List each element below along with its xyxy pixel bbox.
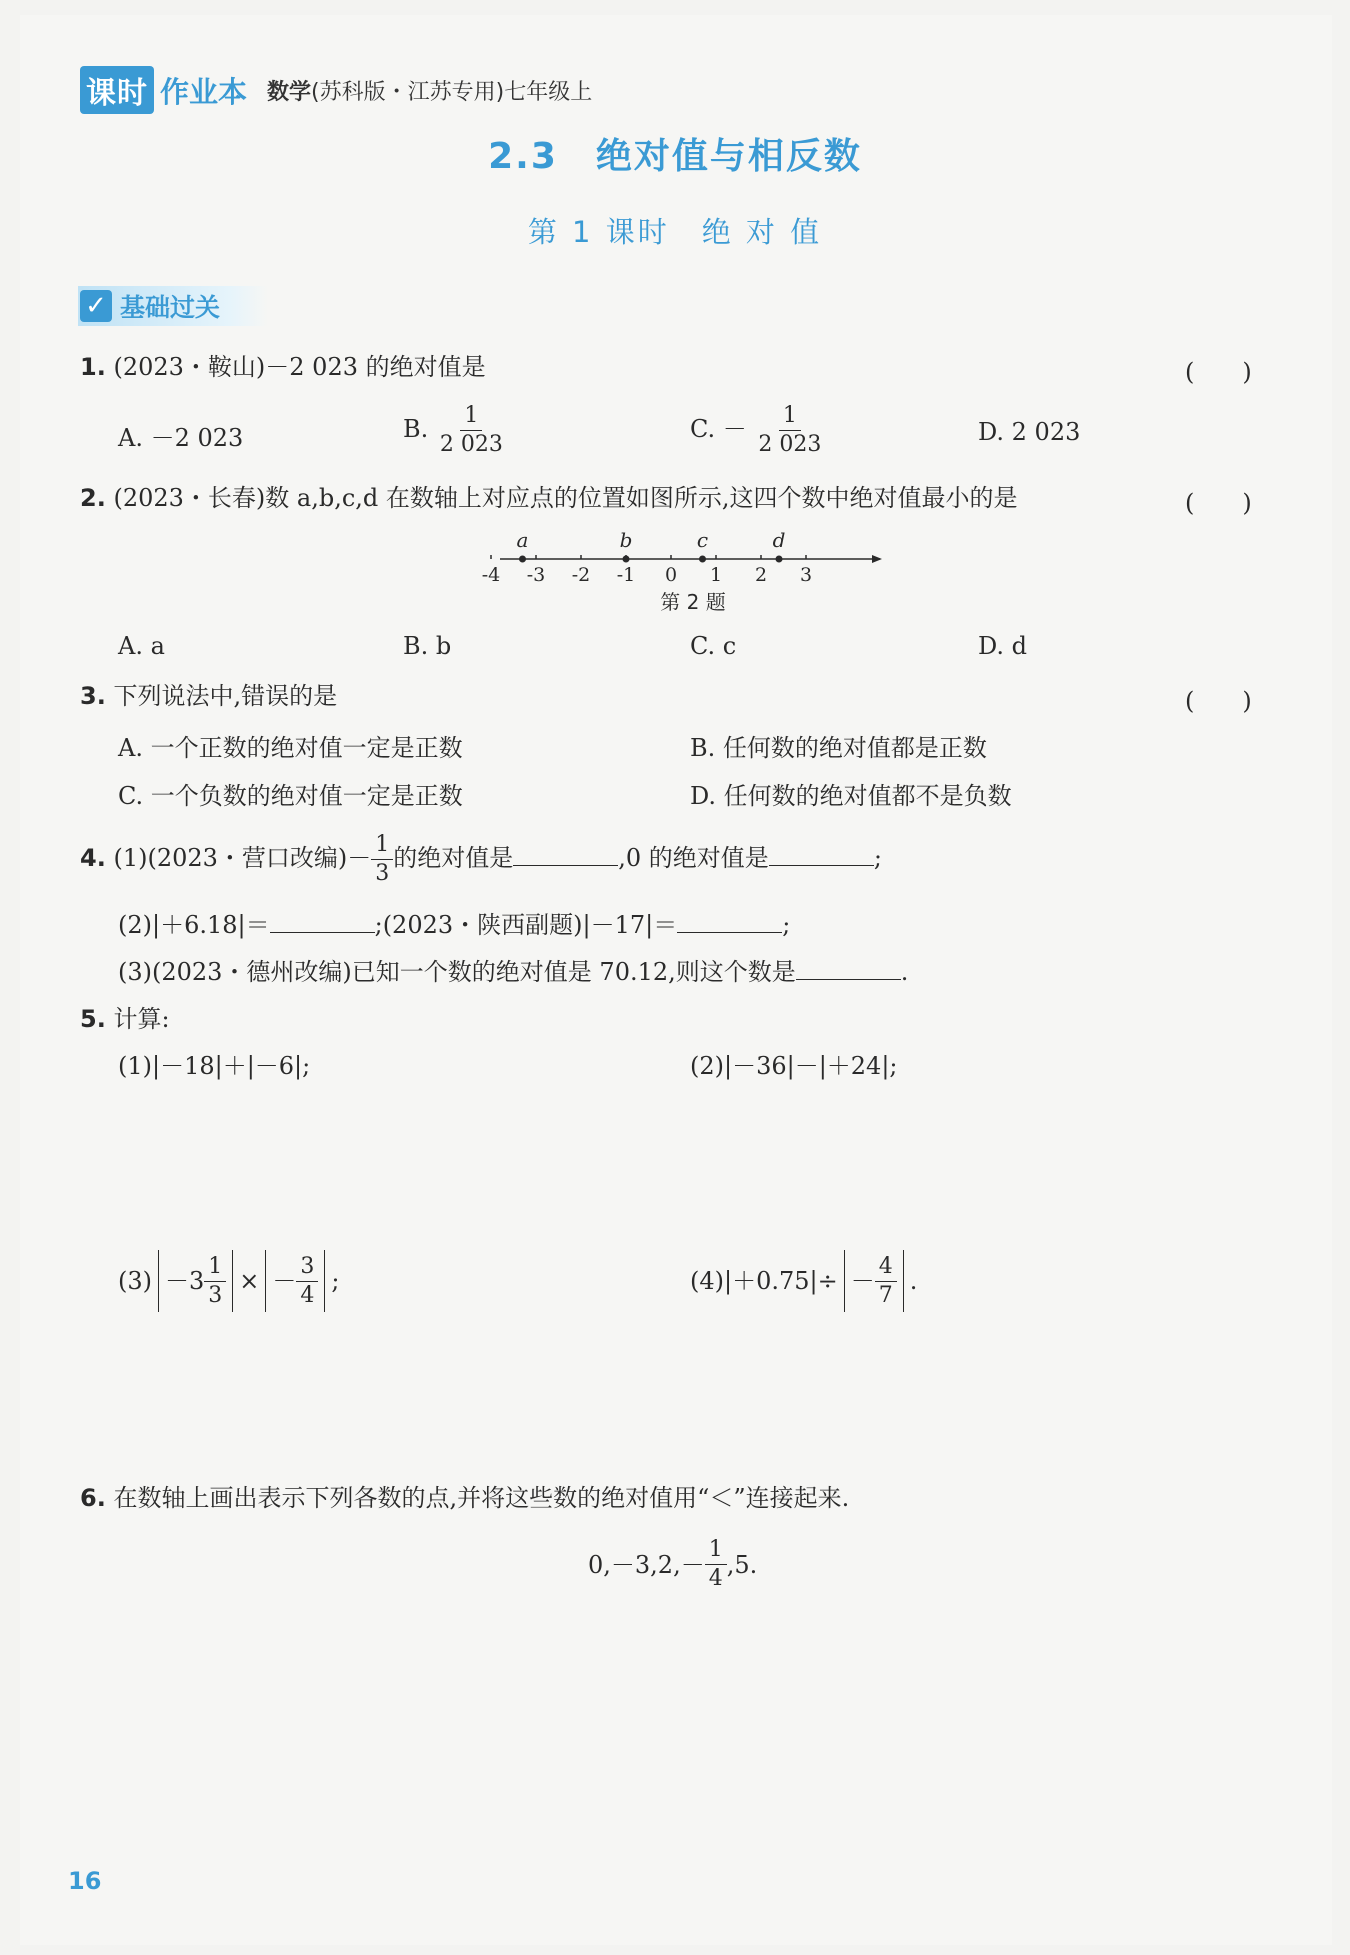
tick-label: -2 <box>571 564 591 586</box>
answer-blank[interactable] <box>796 955 901 980</box>
page-number: 16 <box>68 1867 102 1895</box>
list-text: 0,－3,2,－ <box>588 1550 705 1579</box>
checkbox-icon: ✓ <box>80 290 112 322</box>
tick-label: 2 <box>754 564 768 586</box>
question-number: 4. <box>80 844 106 872</box>
answer-paren[interactable]: ( ) <box>1185 358 1252 386</box>
tick-label: 0 <box>664 564 678 586</box>
point-c <box>699 556 706 563</box>
question-5-part-4 <box>690 1250 917 1312</box>
fraction <box>705 1536 727 1593</box>
part-label: (3) <box>118 1267 152 1295</box>
question-5-part-1: (1)|－18|＋|－6|; <box>118 1052 311 1080</box>
option-d: D. 任何数的绝对值都不是负数 <box>690 782 1012 810</box>
option-b <box>403 402 507 459</box>
question-number: 2. <box>80 484 106 512</box>
denominator: 4 <box>708 1566 723 1591</box>
book-edition: (苏科版・江苏专用)七年级上 <box>311 79 593 105</box>
fraction <box>204 1253 226 1310</box>
abs-bar <box>324 1250 325 1312</box>
option-c <box>690 402 825 459</box>
option-a: A. a <box>118 632 165 660</box>
question-3 <box>80 681 337 711</box>
option-label: C. － <box>690 415 747 443</box>
numerator: 1 <box>779 402 801 431</box>
brand-title: 作业本 <box>160 74 248 109</box>
numerator: 1 <box>371 831 393 860</box>
end-mark: . <box>909 1267 918 1295</box>
tick-label: 1 <box>709 564 723 586</box>
minus-sign: － <box>272 1267 297 1295</box>
lesson-title: 2.3 绝对值与相反数 <box>488 136 862 177</box>
question-text: (2023・长春)数 a,b,c,d 在数轴上对应点的位置如图所示,这四个数中绝对值最小的是 <box>113 484 1018 512</box>
fraction <box>436 402 507 459</box>
tick-label: -4 <box>481 564 501 586</box>
question-1 <box>80 352 486 382</box>
question-text: . <box>900 958 909 986</box>
question-5 <box>80 1004 170 1034</box>
question-number: 6. <box>80 1484 106 1512</box>
book-header <box>80 66 592 114</box>
answer-paren[interactable]: ( ) <box>1185 489 1252 517</box>
abs-bar <box>265 1250 266 1312</box>
section-label: 基础过关 <box>120 293 221 322</box>
point-label: a <box>516 528 529 552</box>
times-sign: × <box>239 1267 260 1295</box>
question-text: (3)(2023・德州改编)已知一个数的绝对值是 70.12,则这个数是 <box>118 958 796 986</box>
option-label: B. <box>403 415 429 443</box>
question-4-part-2 <box>118 908 790 940</box>
end-mark: ; <box>331 1267 340 1295</box>
lesson-subtitle: 第 1 课时 绝 对 值 <box>527 215 823 249</box>
option-b: B. b <box>403 632 452 660</box>
question-5-part-2: (2)|－36|－|＋24|; <box>690 1052 898 1080</box>
book-subject: 数学 <box>267 79 312 105</box>
fraction <box>296 1253 318 1310</box>
numerator: 1 <box>460 402 482 431</box>
figure-caption: 第 2 题 <box>660 590 726 614</box>
question-text: ,0 的绝对值是 <box>618 844 769 872</box>
denominator: 3 <box>375 861 390 886</box>
answer-blank[interactable] <box>769 841 874 866</box>
question-4-part-3 <box>118 955 908 987</box>
minus-sign: － <box>850 1267 875 1295</box>
option-c: C. c <box>690 632 737 660</box>
point-b <box>623 556 630 563</box>
question-text: 计算: <box>113 1005 170 1033</box>
question-text: (2023・鞍山)－2 023 的绝对值是 <box>113 353 486 381</box>
fraction <box>875 1253 897 1310</box>
point-label: c <box>696 528 709 552</box>
number-line-figure <box>481 525 890 620</box>
tick-label: -3 <box>526 564 546 586</box>
answer-blank[interactable] <box>513 841 618 866</box>
abs-bar <box>844 1250 845 1312</box>
fraction <box>371 831 393 888</box>
abs-bar <box>232 1250 233 1312</box>
tick-label: 3 <box>799 564 813 586</box>
answer-blank[interactable] <box>270 908 375 933</box>
number-list <box>588 1536 757 1593</box>
point-a <box>519 556 526 563</box>
option-a: A. －2 023 <box>118 424 244 452</box>
question-6 <box>80 1483 849 1513</box>
question-number: 5. <box>80 1005 106 1033</box>
answer-blank[interactable] <box>677 908 782 933</box>
fraction <box>754 402 825 459</box>
denominator: 2 023 <box>439 432 503 457</box>
question-text: 下列说法中,错误的是 <box>113 682 338 710</box>
tick-label: -1 <box>616 564 636 586</box>
denominator: 7 <box>878 1282 893 1308</box>
question-text: 在数轴上画出表示下列各数的点,并将这些数的绝对值用“＜”连接起来. <box>113 1484 850 1512</box>
point-label: d <box>772 528 786 552</box>
question-2 <box>80 483 1018 513</box>
list-text: ,5. <box>726 1550 758 1579</box>
numerator: 3 <box>296 1253 318 1282</box>
point-label: b <box>619 528 633 552</box>
question-text: (1)(2023・营口改编)－ <box>113 844 372 872</box>
denominator: 2 023 <box>758 432 822 457</box>
option-b: B. 任何数的绝对值都是正数 <box>690 734 987 762</box>
mixed-whole: －3 <box>165 1267 205 1295</box>
question-text: 的绝对值是 <box>393 844 514 872</box>
option-c: C. 一个负数的绝对值一定是正数 <box>118 782 463 810</box>
part-text: (4)|＋0.75|÷ <box>690 1267 838 1295</box>
question-number: 1. <box>80 353 106 381</box>
abs-bar <box>158 1250 159 1312</box>
numerator: 1 <box>204 1253 226 1282</box>
book-info <box>267 75 592 106</box>
question-text: ; <box>873 844 882 872</box>
point-d <box>776 556 783 563</box>
question-4-part-1 <box>80 828 882 888</box>
denominator: 3 <box>208 1282 223 1308</box>
arrow-icon <box>872 555 882 563</box>
numerator: 1 <box>705 1536 727 1565</box>
option-a: A. 一个正数的绝对值一定是正数 <box>118 734 463 762</box>
numerator: 4 <box>875 1253 897 1282</box>
question-number: 3. <box>80 682 106 710</box>
brand-logo: 课时 <box>80 66 154 114</box>
question-5-part-3 <box>118 1250 339 1312</box>
question-text: ; <box>782 911 791 939</box>
denominator: 4 <box>300 1282 315 1308</box>
section-header <box>78 286 268 326</box>
option-d: D. d <box>978 632 1028 660</box>
answer-paren[interactable]: ( ) <box>1185 687 1252 715</box>
option-d: D. 2 023 <box>978 418 1081 446</box>
question-text: (2)|＋6.18|＝ <box>118 911 270 939</box>
question-text: ;(2023・陕西副题)|－17|＝ <box>374 911 678 939</box>
abs-bar <box>903 1250 904 1312</box>
point-group <box>517 528 786 563</box>
